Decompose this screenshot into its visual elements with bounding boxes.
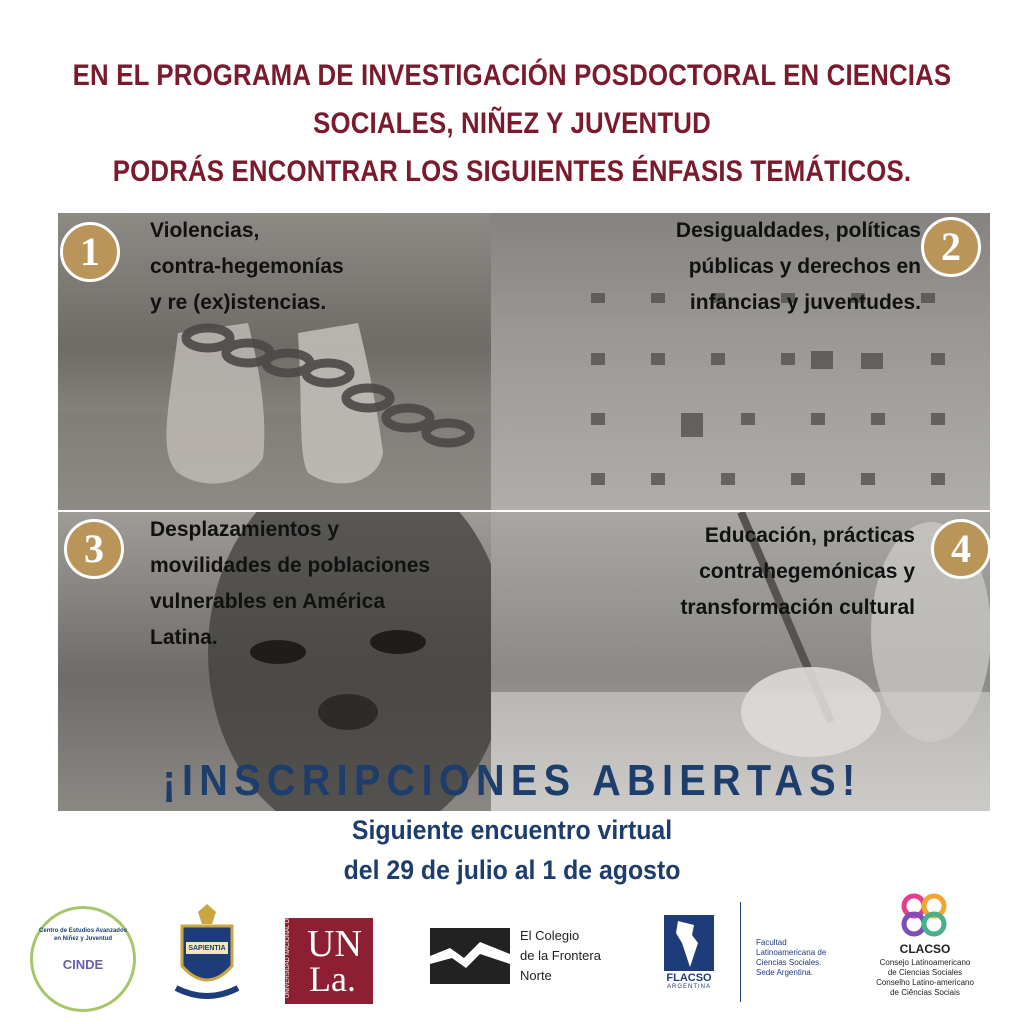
topic-4-line: Educación, prácticas	[704, 524, 915, 547]
colef-line-1: El Colegio	[520, 928, 580, 943]
topic-1-line: Violencias,	[150, 219, 260, 242]
flacso-wordmark	[658, 972, 720, 990]
topic-2-line: infancias y juventudes.	[689, 291, 921, 314]
clacso-name: CLACSO	[899, 942, 951, 956]
topic-2-line: públicas y derechos en	[688, 255, 921, 278]
cinde-title-1: Centro de Estudios Avanzados	[39, 928, 127, 934]
topic-1-text	[150, 213, 344, 321]
clacso-knot-icon	[896, 890, 952, 938]
sapientia-text: SAPIENTIA	[188, 945, 226, 952]
event-line-1: Siguiente encuentro virtual	[351, 815, 673, 845]
headline-line-3: PODRÁS ENCONTRAR LOS SIGUIENTES ÉNFASIS TEMÁTICOS.	[112, 155, 912, 188]
clacso-text	[860, 942, 990, 998]
crest-icon	[168, 904, 246, 1004]
topic-3-line: movilidades de poblaciones	[150, 554, 431, 577]
mountain-icon	[430, 928, 510, 984]
topic-1-line: y re (ex)istencias.	[150, 291, 327, 314]
event-line-2: del 29 de julio al 1 de agosto	[343, 855, 681, 885]
badge-1: 1	[60, 222, 120, 282]
flacso-desc-line: Ciencias Sociales.	[756, 958, 822, 967]
cinde-title-2: en Niñez y Juventud	[53, 936, 112, 942]
topic-1-line: contra-hegemonías	[150, 255, 344, 278]
topic-4-line: contrahegemónicas y	[699, 560, 915, 583]
clacso-line: de Ciências Sociais	[890, 988, 960, 997]
topic-4-line: transformación cultural	[680, 596, 915, 619]
flacso-desc-line: Latinoamericana de	[756, 948, 827, 957]
flacso-name: FLACSO	[666, 972, 712, 984]
sapientia-crest	[168, 904, 246, 1004]
colef-logo-mark	[430, 928, 510, 984]
clacso-line: Conselho Latino-americano	[876, 978, 974, 987]
unla-text-1: UN	[307, 923, 362, 965]
flacso-desc-line: Facultad	[756, 938, 787, 947]
topic-3-line: Latina.	[150, 626, 218, 649]
clacso-line: Consejo Latinoamericano	[879, 958, 971, 967]
registration-banner: ¡INSCRIPCIONES ABIERTAS!	[162, 756, 862, 805]
headline-line-1: EN EL PROGRAMA DE INVESTIGACIÓN POSDOCTORAL EN CIENCIAS	[72, 59, 952, 92]
flacso-desc-line: Sede Argentina.	[756, 968, 813, 977]
colef-line-3: Norte	[520, 968, 552, 983]
clacso-logo-mark	[896, 890, 952, 938]
cinde-logo	[30, 906, 136, 1012]
topic-3-text	[150, 512, 430, 656]
topic-4-text	[578, 518, 915, 626]
colef-line-2: de la Frontera	[520, 948, 601, 963]
topic-2-text	[578, 213, 921, 321]
topic-2-line: Desigualdades, políticas	[675, 219, 921, 242]
flacso-logo-mark	[664, 915, 714, 971]
badge-2: 2	[921, 217, 981, 277]
headline-line-2: SOCIALES, NIÑEZ Y JUVENTUD	[313, 107, 711, 140]
clacso-line: de Ciencias Sociales	[887, 968, 963, 977]
topic-3-line: vulnerables en América	[150, 590, 385, 613]
headline	[72, 52, 953, 196]
flacso-description	[756, 938, 826, 978]
americas-map-icon	[664, 915, 714, 971]
cinde-name: CINDE	[62, 957, 104, 972]
colef-text	[520, 926, 601, 986]
flacso-country: ARGENTINA	[666, 984, 711, 990]
topics-grid	[58, 213, 990, 811]
badge-3: 3	[64, 519, 124, 579]
unla-side-text: UNIVERSIDAD NACIONAL DE LANÚS	[285, 893, 291, 998]
topic-3-line: Desplazamientos y	[150, 518, 340, 541]
flacso-divider	[740, 902, 741, 1002]
badge-4: 4	[931, 519, 991, 579]
unla-logo	[285, 893, 373, 1004]
unla-text-2: La.	[309, 959, 356, 999]
